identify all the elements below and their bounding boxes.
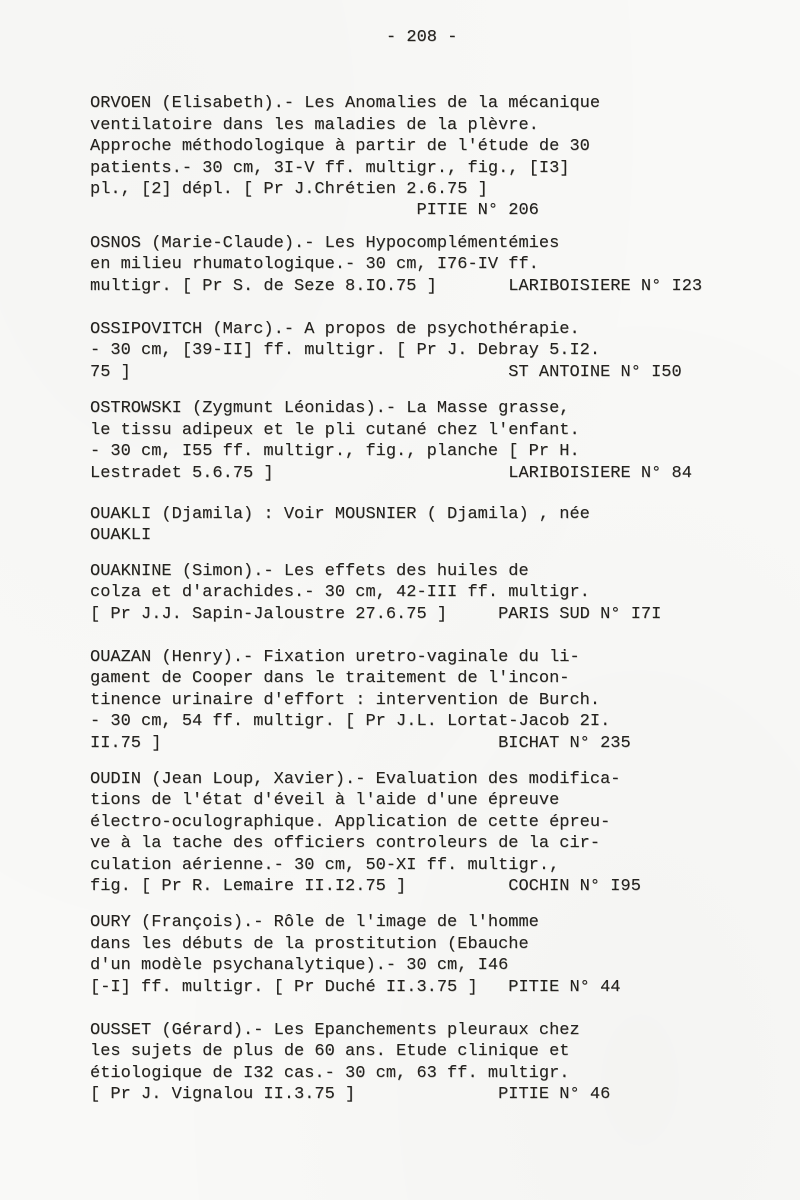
- entry-line: OURY (François).- Rôle de l'image de l'homme: [90, 913, 539, 933]
- entry-reference-line: [ Pr J. Vignalou II.3.75 ] PITIE N° 46: [90, 1085, 611, 1105]
- thesis-entry-ouakli-cross-reference: [90, 504, 800, 547]
- entry-line: OUAKNINE (Simon).- Les effets des huiles de: [90, 561, 529, 581]
- entry-line: ve à la tache des officiers controleurs de la cir-: [90, 834, 601, 854]
- entry-line: - 30 cm, [39-II] ff. multigr. [ Pr J. Debray 5.I2.: [90, 341, 601, 361]
- entry-line: d'un modèle psychanalytique).- 30 cm, I46: [90, 956, 509, 976]
- entry-reference-line: [ Pr J.J. Sapin-Jaloustre 27.6.75 ] PARIS SUD N° I7I: [90, 604, 662, 624]
- entry-line: OSNOS (Marie-Claude).- Les Hypocomplémentémies: [90, 233, 560, 253]
- entry-reference-line: PITIE N° 206: [90, 201, 539, 221]
- entry-line: patients.- 30 cm, 3I-V ff. multigr., fig., [I3]: [90, 158, 570, 178]
- thesis-entry-ostrowski: [90, 398, 800, 484]
- entry-line: - 30 cm, I55 ff. multigr., fig., planche [ Pr H.: [90, 442, 580, 462]
- entry-line: OUAZAN (Henry).- Fixation uretro-vaginale du li-: [90, 647, 580, 667]
- entry-line: étiologique de I32 cas.- 30 cm, 63 ff. multigr.: [90, 1063, 570, 1083]
- entry-line: OUSSET (Gérard).- Les Epanchements pleuraux chez: [90, 1021, 580, 1041]
- entry-line: pl., [2] dépl. [ Pr J.Chrétien 2.6.75 ]: [90, 180, 488, 200]
- entry-line: tinence urinaire d'effort : intervention de Burch.: [90, 690, 601, 710]
- entry-line: ventilatoire dans les maladies de la plèvre.: [90, 115, 539, 135]
- entry-reference-line: II.75 ] BICHAT N° 235: [90, 733, 631, 753]
- thesis-entry-oudin: [90, 769, 800, 897]
- entry-reference-line: Lestradet 5.6.75 ] LARIBOISIERE N° 84: [90, 463, 692, 483]
- thesis-entry-ouaknine: [90, 561, 800, 625]
- entry-line: OUAKLI: [90, 526, 152, 546]
- entry-line: électro-oculographique. Application de cette épreu-: [90, 812, 611, 832]
- entry-line: ORVOEN (Elisabeth).- Les Anomalies de la mécanique: [90, 94, 601, 114]
- thesis-entry-ousset: [90, 1020, 800, 1106]
- entry-line: le tissu adipeux et le pli cutané chez l'enfant.: [90, 420, 580, 440]
- entry-line: en milieu rhumatologique.- 30 cm, I76-IV ff.: [90, 255, 539, 275]
- entry-line: gament de Cooper dans le traitement de l'incon-: [90, 669, 570, 689]
- entry-line: culation aérienne.- 30 cm, 50-XI ff. multigr.,: [90, 855, 560, 875]
- page-number: - 208 -: [386, 28, 458, 47]
- entry-line: les sujets de plus de 60 ans. Etude clinique et: [90, 1042, 570, 1062]
- entry-line: dans les débuts de la prostitution (Ebauche: [90, 934, 529, 954]
- entry-line: colza et d'arachides.- 30 cm, 42-III ff. multigr.: [90, 583, 590, 603]
- entry-reference-line: multigr. [ Pr S. de Seze 8.IO.75 ] LARIBOISIERE N° I23: [90, 276, 703, 296]
- thesis-entry-oury: [90, 912, 800, 998]
- entry-line: - 30 cm, 54 ff. multigr. [ Pr J.L. Lortat-Jacob 2I.: [90, 712, 611, 732]
- thesis-entry-ouazan: [90, 647, 800, 754]
- thesis-entry-orvoen: [90, 93, 800, 221]
- entry-reference-line: 75 ] ST ANTOINE N° I50: [90, 362, 682, 382]
- thesis-entry-ossipovitch: [90, 319, 800, 383]
- entry-line: OUDIN (Jean Loup, Xavier).- Evaluation des modifica-: [90, 769, 621, 789]
- entry-reference-line: [-I] ff. multigr. [ Pr Duché II.3.75 ] PITIE N° 44: [90, 977, 621, 997]
- entry-line: OSTROWSKI (Zygmunt Léonidas).- La Masse grasse,: [90, 399, 570, 419]
- thesis-entry-osnos: [90, 233, 800, 297]
- entry-reference-line: fig. [ Pr R. Lemaire II.I2.75 ] COCHIN N° I95: [90, 877, 641, 896]
- entry-line: OUAKLI (Djamila) : Voir MOUSNIER ( Djamila) , née: [90, 504, 590, 524]
- entry-line: Approche méthodologique à partir de l'étude de 30: [90, 137, 590, 157]
- entry-line: OSSIPOVITCH (Marc).- A propos de psychothérapie.: [90, 320, 580, 340]
- entry-line: tions de l'état d'éveil à l'aide d'une épreuve: [90, 791, 560, 811]
